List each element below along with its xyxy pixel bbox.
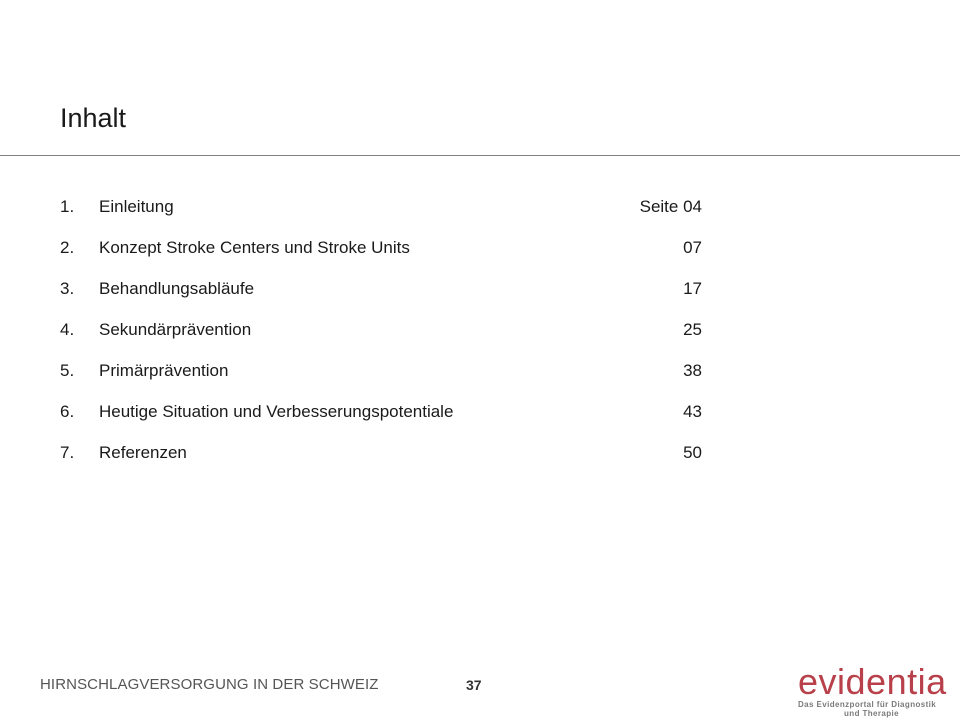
toc-number: 2. xyxy=(60,237,75,257)
title-divider xyxy=(0,155,960,156)
toc-number: 7. xyxy=(60,442,75,462)
toc-number: 4. xyxy=(60,319,75,339)
toc-label: Referenzen xyxy=(99,442,187,462)
toc-page: 25 xyxy=(683,319,702,339)
toc-label: Einleitung xyxy=(99,196,174,216)
toc-item-4 xyxy=(60,309,702,350)
toc-page: 38 xyxy=(683,360,702,380)
toc-page: 17 xyxy=(683,278,702,298)
page-title: Inhalt xyxy=(60,103,127,133)
toc-label: Primärprävention xyxy=(99,360,229,380)
logo-wordmark: evidentia xyxy=(798,661,947,702)
toc-page: 50 xyxy=(683,442,702,462)
toc-page: 07 xyxy=(683,237,702,257)
toc-page: 43 xyxy=(683,401,702,421)
toc-label: Heutige Situation und Verbesserungspotentiale xyxy=(99,401,454,421)
toc-item-3 xyxy=(60,268,702,309)
toc-item-1 xyxy=(60,186,702,227)
logo-tagline-2: und Therapie xyxy=(844,709,900,718)
toc-number: 6. xyxy=(60,401,75,421)
toc-item-5 xyxy=(60,350,702,391)
toc-item-7 xyxy=(60,432,702,473)
toc-number: 1. xyxy=(60,196,75,216)
toc-number: 3. xyxy=(60,278,75,298)
logo-tagline: Das Evidenzportal für Diagnostik xyxy=(798,700,937,709)
table-of-contents xyxy=(60,186,702,473)
toc-label: Sekundärprävention xyxy=(99,319,252,339)
toc-label: Behandlungsabläufe xyxy=(99,278,255,298)
page-number: 37 xyxy=(466,677,482,693)
footer-document-title: HIRNSCHLAGVERSORGUNG IN DER SCHWEIZ xyxy=(40,676,379,693)
toc-item-2 xyxy=(60,227,702,268)
evidentia-logo xyxy=(798,661,947,718)
toc-page: Seite 04 xyxy=(639,196,702,216)
toc-label: Konzept Stroke Centers und Stroke Units xyxy=(99,237,410,257)
toc-number: 5. xyxy=(60,360,75,380)
toc-item-6 xyxy=(60,391,702,432)
